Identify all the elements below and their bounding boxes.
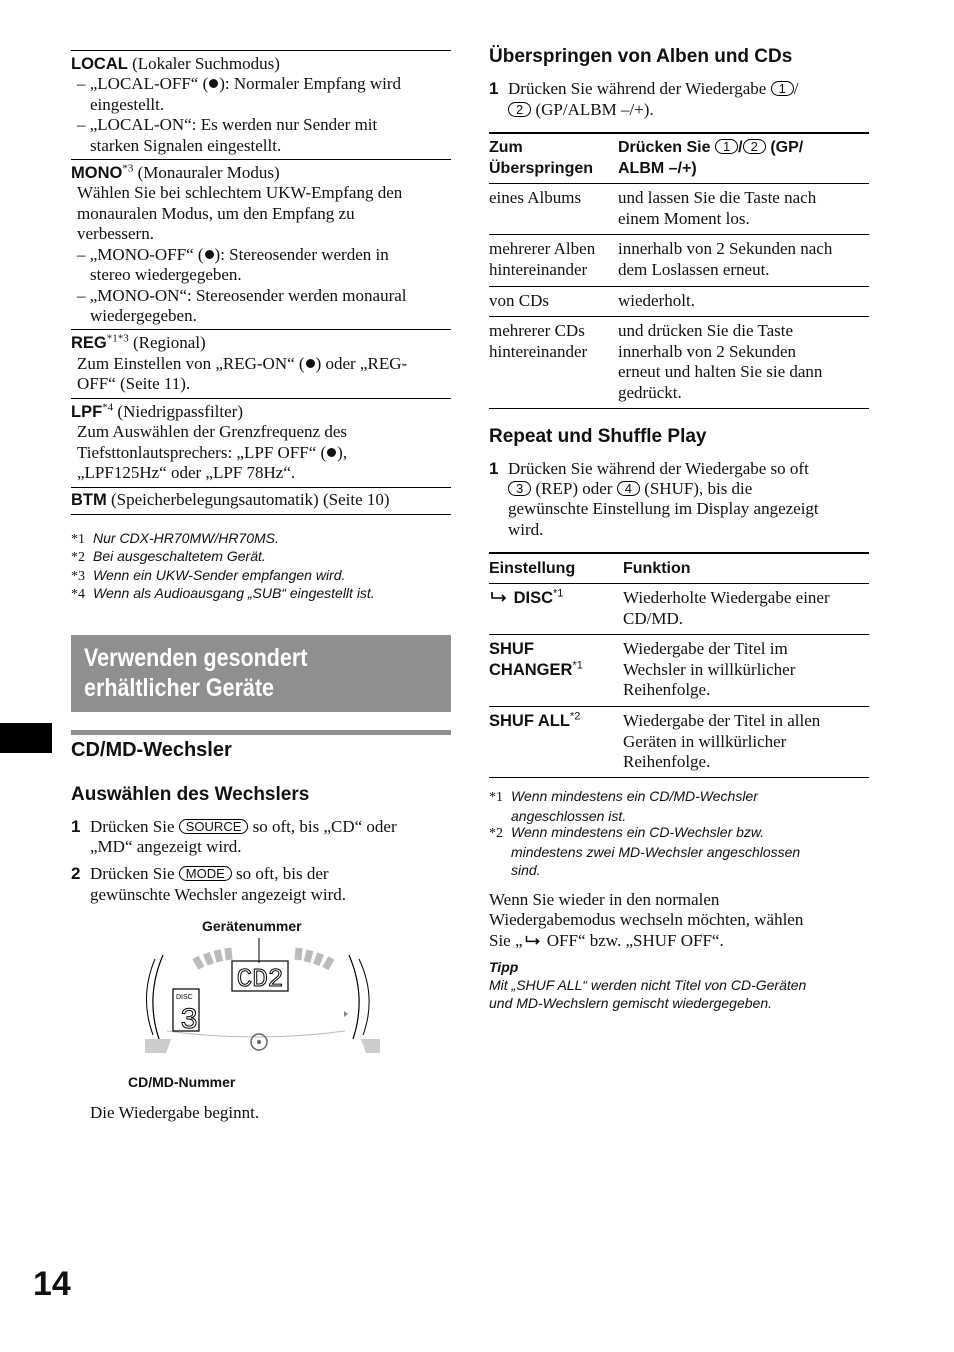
section-title: CD/MD-Wechsler: [71, 739, 232, 761]
setting-row-2-desc: [623, 639, 795, 701]
rule: [71, 50, 451, 51]
tip-title: Tipp: [489, 959, 519, 975]
mono-off-text-2: ): Stereosender werden in: [214, 245, 389, 264]
lpf-line-2: [77, 443, 347, 464]
mono-term: MONO: [71, 164, 123, 182]
cell-line: Wechsler in willkürlicher: [623, 659, 796, 679]
setting-head-left: Einstellung: [489, 560, 576, 577]
after-figure-text: Die Wiedergabe beginnt.: [90, 1103, 260, 1122]
mono-on-cont: wiedergegeben.: [90, 306, 197, 325]
lpf-text-2: ),: [337, 443, 348, 462]
footnote-mark: *3: [71, 569, 85, 584]
step-1-text: [90, 817, 397, 838]
reg-line-1: [77, 354, 407, 375]
cell-line: hintereinander: [489, 341, 588, 361]
footnote-text: Wenn als Audioausgang „SUB“ eingestellt ist.: [93, 585, 375, 601]
step-number: 2: [71, 864, 81, 883]
mono-off-cont: stereo wiedergegeben.: [90, 265, 242, 284]
step-text: so oft, bis „CD“ oder: [252, 817, 397, 836]
normal-mode-line-2: Wiedergabemodus wechseln möchten, wählen: [489, 910, 804, 929]
rule: [71, 159, 451, 160]
skip-row-1-right: [618, 188, 816, 229]
head-line: ALBM –/+): [618, 160, 697, 177]
default-dot-icon: [205, 250, 214, 259]
section-banner: [71, 635, 451, 712]
skip-row-2-right: [618, 239, 832, 280]
repeat-step-line-4: wird.: [508, 520, 544, 539]
repeat-step-line-1: Drücken Sie während der Wiedergabe so oft: [508, 459, 809, 478]
step-text: Drücken Sie: [90, 864, 175, 883]
skip-row-3-right: wiederholt.: [618, 291, 695, 310]
setting-sup: *2: [569, 710, 581, 723]
footnote-mark: *2: [71, 550, 85, 565]
cell-line: Geräten in willkürlicher: [623, 731, 787, 751]
footnote-mark: *1: [71, 532, 85, 547]
mono-entry: [71, 163, 280, 184]
mono-body-3: verbessern.: [77, 224, 154, 243]
tip-line-1: Mit „SHUF ALL“ werden nicht Titel von CD-Geräten: [489, 977, 807, 993]
skip-step-cont: [508, 100, 654, 121]
skip-table-head-right: [618, 137, 803, 179]
step-number: 1: [489, 79, 499, 98]
lpf-line-3: „LPF125Hz“ oder „LPF 78Hz“.: [77, 463, 296, 482]
cell-line: dem Loslassen erneut.: [618, 259, 770, 279]
tip-line-2: und MD-Wechslern gemischt wiedergegeben.: [489, 995, 772, 1011]
btm-entry: [71, 490, 390, 511]
skip-row-1-left: eines Albums: [489, 188, 582, 207]
mode-key-icon: MODE: [179, 866, 232, 881]
default-dot-icon: [327, 448, 336, 457]
key-3-icon: 3: [508, 481, 531, 496]
reg-desc: (Regional): [133, 333, 206, 352]
footnote: [71, 584, 375, 604]
footnote: [489, 823, 800, 879]
cell-line: erneut und halten Sie sie dann: [618, 362, 823, 381]
cell-line: Reihenfolge.: [623, 680, 711, 699]
local-on-text: „LOCAL-ON“: Es werden nur Sender mit: [89, 115, 378, 134]
cell-line: und lassen Sie die Taste nach: [618, 188, 817, 207]
reg-text: Zum Einstellen von „REG-ON“ (: [77, 354, 305, 373]
skip-title: Überspringen von Alben und CDs: [489, 46, 793, 67]
unit-number-text: CD2: [236, 964, 284, 994]
reg-entry: [71, 333, 206, 354]
local-desc: (Lokaler Suchmodus): [132, 54, 280, 73]
skip-row-4-left: [489, 321, 587, 362]
footnote-text: Wenn ein UKW-Sender empfangen wird.: [93, 567, 346, 583]
cell-line: einem Moment los.: [618, 208, 750, 228]
table-rule: [489, 777, 869, 778]
table-rule-top: [489, 132, 869, 134]
btm-term: BTM: [71, 491, 107, 509]
lpf-desc: (Niedrigpassfilter): [117, 402, 243, 421]
footnote-text: Wenn mindestens ein CD/MD-Wechsler: [511, 788, 758, 804]
mono-sup: *3: [122, 162, 134, 175]
step-text: (SHUF), bis die: [644, 479, 753, 498]
figure-label-disc-number: CD/MD-Nummer: [128, 1074, 236, 1090]
step-number: 1: [71, 817, 81, 836]
local-off-text-2: ): Normaler Empfang wird: [219, 74, 402, 93]
lpf-term: LPF: [71, 403, 103, 421]
page-number: 14: [33, 1265, 71, 1303]
head-line: Drücken Sie 1 / 2 (GP/: [618, 139, 804, 156]
footnote-text: mindestens zwei MD-Wechsler angeschlossen: [511, 844, 801, 860]
setting-row-1-desc: [623, 588, 830, 629]
key-1-icon: 1: [715, 139, 738, 154]
skip-row-3-left: von CDs: [489, 291, 549, 310]
figure-label-unit-number: Gerätenummer: [202, 918, 302, 934]
mono-body-1: Wählen Sie bei schlechtem UKW-Empfang den: [77, 183, 403, 202]
dash: –: [77, 286, 86, 305]
reg-term: REG: [71, 334, 107, 352]
setting-term: SHUF: [489, 640, 534, 658]
display-illustration: [145, 935, 380, 1065]
skip-table-head-left: [489, 137, 593, 179]
key-2-icon: 2: [743, 139, 766, 154]
step-2-cont: gewünschte Wechsler angezeigt wird.: [90, 885, 347, 904]
setting-head-right: Funktion: [623, 560, 691, 577]
setting-row-3-desc: [623, 711, 820, 773]
cell-line: gedrückt.: [618, 382, 682, 402]
table-rule: [489, 706, 869, 707]
footnote-text: sind.: [511, 862, 541, 878]
cell-line: mehrerer Alben: [489, 239, 596, 258]
para-text: OFF“ bzw. „SHUF OFF“.: [542, 931, 724, 950]
footnote-mark: *2: [489, 826, 503, 841]
cell-line: mehrerer CDs: [489, 321, 585, 340]
cell-line: hintereinander: [489, 259, 588, 279]
normal-mode-line-1: Wenn Sie wieder in den normalen: [489, 890, 720, 909]
lower-segments: [145, 1039, 380, 1053]
table-rule-top: [489, 552, 869, 554]
banner-line-2: erhältlicher Geräte: [84, 674, 275, 702]
setting-term: SHUF ALL: [489, 712, 570, 730]
default-dot-icon: [209, 79, 218, 88]
table-rule: [489, 183, 869, 184]
table-rule: [489, 408, 869, 409]
slash: /: [793, 79, 799, 98]
level-bars-left: [192, 948, 232, 970]
local-entry: [71, 54, 280, 75]
rule: [71, 487, 451, 488]
step-2-text: [90, 864, 329, 885]
repeat-title: Repeat und Shuffle Play: [489, 426, 707, 447]
display-bracket-right: [349, 955, 359, 1039]
disc-label: DISC: [176, 994, 193, 1001]
footnote-mark: *4: [71, 587, 85, 602]
repeat-step-line-3: gewünschte Einstellung im Display angezeigt: [508, 499, 819, 518]
dash: –: [77, 245, 86, 264]
table-rule: [489, 634, 869, 635]
local-on-cont: starken Signalen eingestellt.: [90, 136, 282, 155]
local-off-cont: eingestellt.: [90, 95, 165, 114]
dash: –: [77, 115, 86, 134]
key-4-icon: 4: [617, 481, 640, 496]
chapter-tab-marker: [0, 723, 52, 753]
disc-number-text: 3: [179, 1004, 199, 1038]
mono-on-text: „MONO-ON“: Stereosender werden monaural: [89, 286, 407, 305]
mono-option-off: [77, 245, 389, 266]
local-option-off: [77, 74, 401, 95]
local-off-text: „LOCAL-OFF“ (: [89, 74, 209, 93]
cell-line: Reihenfolge.: [623, 752, 711, 771]
reg-text-2: ) oder „REG-: [315, 354, 408, 373]
section-rule: [71, 730, 451, 735]
cell-line: und drücken Sie die Taste: [618, 321, 794, 340]
display-bracket-left-2: [146, 959, 155, 1035]
lpf-sup: *4: [102, 401, 114, 414]
head-text: Drücken Sie: [618, 139, 711, 156]
cell-line: innerhalb von 2 Sekunden: [618, 341, 796, 361]
step-text: Drücken Sie während der Wiedergabe: [508, 79, 767, 98]
normal-mode-line-3: [489, 931, 724, 952]
step-text: so oft, bis der: [236, 864, 329, 883]
local-term: LOCAL: [71, 55, 128, 73]
mono-off-text: „MONO-OFF“ (: [89, 245, 204, 264]
repeat-icon: [489, 590, 509, 604]
footnote: [489, 787, 758, 825]
step-text: (REP) oder: [535, 479, 613, 498]
cell-line: Wiedergabe der Titel in allen: [623, 711, 821, 730]
step-number: 1: [489, 459, 499, 478]
lpf-text: Tiefsttonlautsprechers: „LPF OFF“ (: [77, 443, 327, 462]
table-rule: [489, 286, 869, 287]
source-key-icon: SOURCE: [179, 819, 249, 834]
key-1-icon: 1: [771, 81, 794, 96]
level-bars-right: [294, 948, 334, 970]
head-line: Zum: [489, 139, 523, 156]
cell-line: innerhalb von 2 Sekunden nach: [618, 239, 833, 258]
display-bracket-right-2: [359, 959, 369, 1035]
footnote-text: Wenn mindestens ein CD-Wechsler bzw.: [511, 824, 765, 840]
repeat-icon: [523, 934, 543, 947]
mono-desc: (Monauraler Modus): [137, 163, 280, 182]
skip-row-4-right: [618, 321, 822, 403]
setting-row-1-term: [489, 588, 563, 609]
mono-option-on: [77, 286, 407, 307]
btm-desc: (Speicherbelegungsautomatik) (Seite 10): [111, 490, 390, 509]
rule: [71, 329, 451, 330]
default-dot-icon: [306, 359, 315, 368]
rule: [71, 398, 451, 399]
setting-row-2-term: [489, 639, 583, 681]
head-line: Überspringen: [489, 160, 594, 177]
head-text: (GP/: [770, 139, 804, 156]
para-text: Sie „: [489, 931, 523, 950]
key-2-icon: 2: [508, 102, 531, 117]
setting-term: CHANGER: [489, 661, 573, 679]
display-bracket-left: [153, 955, 163, 1039]
footnote-text: Nur CDX-HR70MW/HR70MS.: [93, 530, 279, 546]
mono-body-2: monauralen Modus, um den Empfang zu: [77, 204, 355, 223]
table-rule: [489, 583, 869, 584]
local-option-on: [77, 115, 377, 136]
disc-icon-center: [257, 1040, 261, 1044]
lpf-line-1: Zum Auswählen der Grenzfrequenz des: [77, 422, 348, 441]
play-arrow-icon: [344, 1011, 348, 1017]
lpf-entry: [71, 402, 243, 423]
reg-sup: *1*3: [106, 332, 129, 345]
step-1-cont: „MD“ angezeigt wird.: [90, 837, 242, 856]
footnote: [71, 529, 279, 549]
footnote: [71, 547, 266, 567]
setting-sup: *1: [553, 587, 564, 600]
cell-line: CD/MD.: [623, 608, 683, 628]
dash: –: [77, 74, 86, 93]
setting-term: DISC: [513, 589, 554, 607]
subsection-title: Auswählen des Wechslers: [71, 784, 310, 805]
reg-line-2: OFF“ (Seite 11).: [77, 374, 191, 393]
skip-step-text: [508, 79, 799, 100]
footnote-text: Bei ausgeschaltetem Gerät.: [93, 548, 266, 564]
table-rule: [489, 234, 869, 235]
cell-line: Wiedergabe der Titel im: [623, 639, 788, 658]
footnote-mark: *1: [489, 790, 503, 805]
table-rule: [489, 316, 869, 317]
setting-row-3-term: [489, 711, 580, 732]
skip-row-2-left: [489, 239, 595, 280]
footnote-text: angeschlossen ist.: [511, 808, 627, 824]
footnote: [71, 566, 345, 586]
setting-sup: *1: [572, 659, 583, 672]
step-text: Drücken Sie: [90, 817, 175, 836]
repeat-step-line-2: [508, 479, 752, 500]
banner-line-1: Verwenden gesondert: [84, 644, 308, 672]
rule: [71, 514, 451, 515]
step-text: (GP/ALBM –/+).: [535, 100, 654, 119]
cell-line: Wiederholte Wiedergabe einer: [623, 588, 830, 607]
